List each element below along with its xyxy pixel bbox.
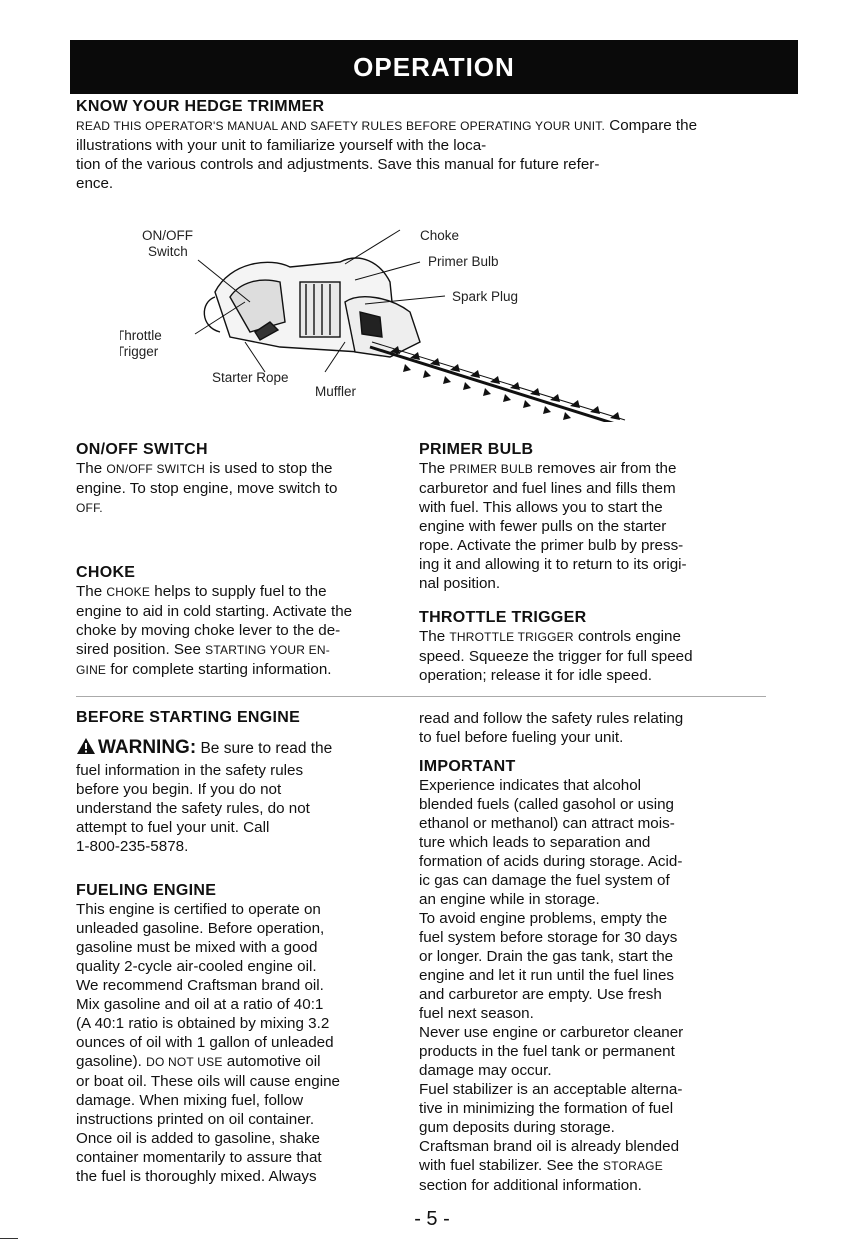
before-line: before you begin. If you do not	[76, 781, 282, 798]
choke-text: helps to supply fuel to the	[150, 583, 327, 600]
fueling-cont-body	[419, 709, 739, 747]
onoff-heading: ON/OFF SWITCH	[76, 441, 208, 458]
important-caps: STORAGE	[603, 1159, 663, 1173]
throttle-body	[419, 627, 739, 685]
important-heading: IMPORTANT	[419, 758, 516, 775]
throttle-text: controls engine	[573, 628, 681, 645]
choke-caps: GINE	[76, 663, 107, 677]
warning-word: WARNING:	[98, 737, 197, 758]
before-line: 1-800-235-5878.	[76, 838, 189, 855]
important-line: Never use engine or carburetor cleaner	[419, 1024, 684, 1041]
important-line: ic gas can damage the fuel system of	[419, 872, 670, 889]
fueling-line: We recommend Craftsman brand oil.	[76, 977, 324, 994]
fueling-line: quality 2-cycle air-cooled engine oil.	[76, 958, 317, 975]
onoff-text: engine. To stop engine, move switch to	[76, 480, 338, 497]
choke-text: The	[76, 583, 107, 600]
primer-text: removes air from the	[532, 460, 677, 477]
important-body	[419, 776, 739, 1195]
primer-line: nal position.	[419, 575, 501, 592]
important-line: Craftsman brand oil is already blended	[419, 1138, 680, 1155]
fueling-heading: FUELING ENGINE	[76, 882, 217, 899]
label-starter-rope: Starter Rope	[212, 370, 289, 385]
primer-body	[419, 459, 739, 593]
important-line: ethanol or methanol) can attract mois-	[419, 815, 675, 832]
fueling-cont-line: to fuel before fueling your unit.	[419, 729, 624, 746]
choke-body	[76, 582, 396, 680]
onoff-text: is used to stop the	[204, 460, 333, 477]
label-muffler: Muffler	[315, 384, 357, 399]
warning-line	[76, 737, 396, 761]
trimmer-diagram	[120, 222, 640, 422]
throttle-caps: THROTTLE TRIGGER	[449, 630, 574, 644]
before-heading: BEFORE STARTING ENGINE	[76, 709, 301, 726]
fueling-cont-line: read and follow the safety rules relating	[419, 710, 684, 727]
important-line: products in the fuel tank or permanent	[419, 1043, 675, 1060]
section-divider	[76, 696, 766, 697]
know-your-hedge-trimmer	[76, 98, 776, 193]
label-onoff-1: ON/OFF	[142, 228, 193, 243]
primer-text: The	[419, 460, 450, 477]
choke-caps: CHOKE	[106, 585, 151, 599]
fueling-line: (A 40:1 ratio is obtained by mixing 3.2	[76, 1015, 330, 1032]
onoff-body	[76, 459, 396, 518]
fueling-continued	[419, 709, 739, 747]
important-line: formation of acids during storage. Acid-	[419, 853, 683, 870]
fueling-body	[76, 900, 396, 1186]
fueling-line: Mix gasoline and oil at a ratio of 40:1	[76, 996, 324, 1013]
important-line: Experience indicates that alcohol	[419, 777, 642, 794]
onoff-switch-section	[76, 441, 396, 518]
fueling-line: container momentarily to assure that	[76, 1149, 322, 1166]
fueling-line: instructions printed on oil container.	[76, 1111, 315, 1128]
know-body-line-3: ence.	[76, 175, 114, 192]
important-line: engine and let it run until the fuel lines	[419, 967, 674, 984]
label-throttle-2: Trigger	[120, 344, 159, 359]
choke-caps: STARTING YOUR EN-	[205, 643, 330, 657]
primer-caps: PRIMER BULB	[449, 462, 533, 476]
hedge-trimmer-illustration	[120, 222, 640, 422]
fueling-line: Once oil is added to gasoline, shake	[76, 1130, 321, 1147]
fueling-line: automotive oil	[222, 1053, 321, 1070]
important-line: or longer. Drain the gas tank, start the	[419, 948, 674, 965]
important-line: and carburetor are empty. Use fresh	[419, 986, 662, 1003]
important-line: an engine while in storage.	[419, 891, 600, 908]
important-line: fuel system before storage for 30 days	[419, 929, 678, 946]
warning-icon	[76, 737, 96, 761]
fueling-line: ounces of oil with 1 gallon of unleaded	[76, 1034, 334, 1051]
choke-text: sired position. See	[76, 641, 206, 658]
fueling-line: damage. When mixing fuel, follow	[76, 1092, 304, 1109]
before-line: understand the safety rules, do not	[76, 800, 310, 817]
important-line: tive in minimizing the formation of fuel	[419, 1100, 674, 1117]
before-body	[76, 761, 396, 856]
fueling-caps: DO NOT USE	[146, 1055, 223, 1069]
onoff-caps: OFF.	[76, 501, 103, 515]
choke-section	[76, 564, 396, 680]
throttle-text: speed. Squeeze the trigger for full speed	[419, 648, 693, 665]
banner-title: OPERATION	[353, 51, 515, 82]
important-line: damage may occur.	[419, 1062, 552, 1079]
fueling-line: gasoline must be mixed with a good	[76, 939, 318, 956]
primer-bulb-section	[419, 441, 739, 593]
fueling-line: unleaded gasoline. Before operation,	[76, 920, 325, 937]
important-line: gum deposits during storage.	[419, 1119, 615, 1136]
onoff-caps: ON/OFF SWITCH	[106, 462, 205, 476]
fueling-line: gasoline).	[76, 1053, 147, 1070]
fueling-line: or boat oil. These oils will cause engine	[76, 1073, 340, 1090]
primer-heading: PRIMER BULB	[419, 441, 534, 458]
before-starting-section	[76, 709, 396, 856]
important-line: ture which leads to separation and	[419, 834, 651, 851]
label-spark-plug: Spark Plug	[452, 289, 519, 304]
important-section	[419, 758, 739, 1195]
onoff-text: The	[76, 460, 107, 477]
throttle-trigger-section	[419, 609, 739, 685]
fueling-line: the fuel is thoroughly mixed. Always	[76, 1168, 317, 1185]
page-number: - 5 -	[414, 1208, 450, 1230]
important-line: To avoid engine problems, empty the	[419, 910, 668, 927]
section-banner	[70, 40, 798, 94]
choke-heading: CHOKE	[76, 564, 136, 581]
know-body	[76, 116, 776, 193]
label-primer-bulb: Primer Bulb	[428, 254, 499, 269]
know-heading: KNOW YOUR HEDGE TRIMMER	[76, 98, 325, 115]
fueling-line: This engine is certified to operate on	[76, 901, 321, 918]
primer-line: rope. Activate the primer bulb by press-	[419, 537, 684, 554]
fueling-engine-section	[76, 882, 396, 1186]
important-line: Fuel stabilizer is an acceptable alterna-	[419, 1081, 683, 1098]
trimmer-drawing	[204, 258, 625, 422]
label-choke: Choke	[420, 228, 460, 243]
know-caps-text: READ THIS OPERATOR'S MANUAL AND SAFETY RULES BEFORE OPERATING YOUR UNIT.	[76, 119, 606, 133]
before-line: fuel information in the safety rules	[76, 762, 304, 779]
know-body-line-1: Compare the illustrations with your unit to familiarize yourself with the loca-	[76, 117, 698, 154]
primer-line: ing it and allowing it to return to its origi-	[419, 556, 687, 573]
important-line: with fuel stabilizer. See the	[419, 1157, 604, 1174]
primer-line: carburetor and fuel lines and fills them	[419, 480, 676, 497]
page-edge-mark	[0, 1238, 18, 1239]
label-throttle-1: Throttle	[120, 328, 162, 343]
choke-text: choke by moving choke lever to the de-	[76, 622, 341, 639]
throttle-text: The	[419, 628, 450, 645]
primer-line: with fuel. This allows you to start the	[419, 499, 663, 516]
choke-text: for complete starting information.	[106, 661, 332, 678]
important-line: section for additional information.	[419, 1177, 642, 1194]
throttle-heading: THROTTLE TRIGGER	[419, 609, 587, 626]
throttle-text: operation; release it for idle speed.	[419, 667, 653, 684]
primer-line: engine with fewer pulls on the starter	[419, 518, 667, 535]
warning-rest: Be sure to read the	[196, 740, 333, 757]
before-line: attempt to fuel your unit. Call	[76, 819, 270, 836]
label-onoff-2: Switch	[148, 244, 188, 259]
important-line: blended fuels (called gasohol or using	[419, 796, 674, 813]
choke-text: engine to aid in cold starting. Activate the	[76, 603, 353, 620]
important-line: fuel next season.	[419, 1005, 534, 1022]
know-body-line-2: tion of the various controls and adjustments. Save this manual for future refer-	[76, 156, 600, 173]
